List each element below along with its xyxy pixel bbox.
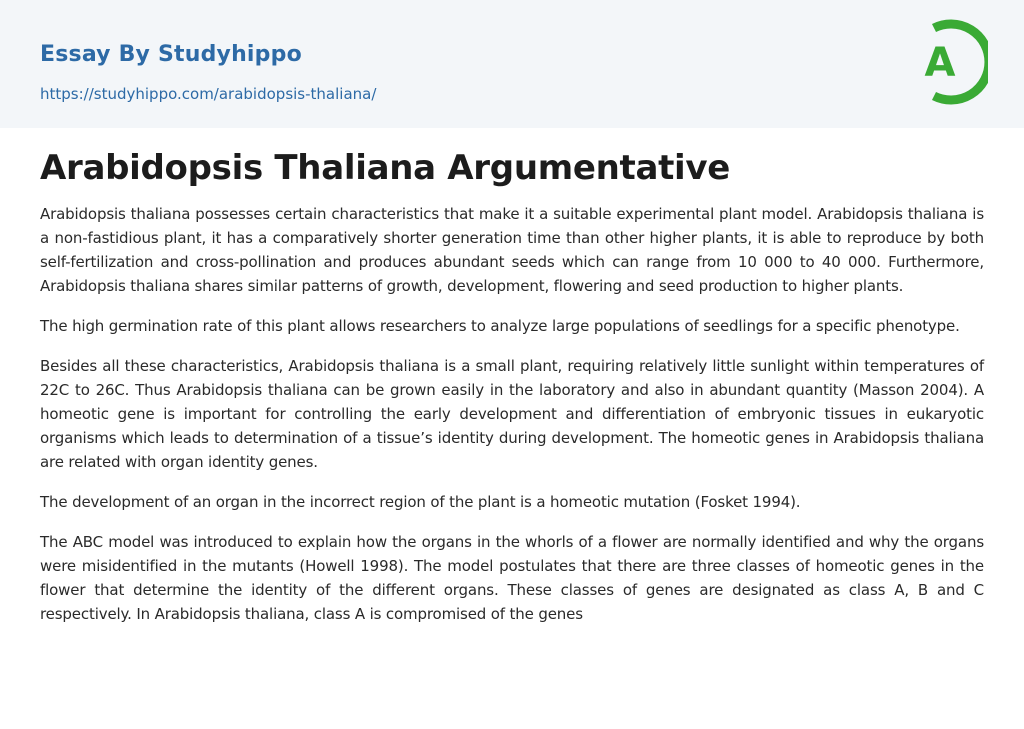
page-url-link[interactable]: https://studyhippo.com/arabidopsis-thaliana/ xyxy=(40,85,377,103)
article-paragraph-4: The development of an organ in the incorrect region of the plant is a homeotic mutation (Fosket 1994). xyxy=(40,493,801,511)
article xyxy=(40,144,984,642)
logo-letter: A xyxy=(924,40,956,86)
article-paragraph-1: Arabidopsis thaliana possesses certain characteristics that make it a suitable experimental plant model. Arabidopsis thaliana is a non-fastidious plant, it has a comparatively shorter generation time than other higher plants, it is able to reproduce by both self-fertilization and cross-pollination and produces abundant seeds which can range from 10 000 to 40 000. Furthermore, Arabidopsis thaliana shares similar patterns of growth, development, flowering and seed production to higher plants. xyxy=(40,205,984,295)
site-title[interactable]: Essay By Studyhippo xyxy=(40,42,302,67)
studyhippo-a-logo-icon[interactable] xyxy=(908,18,988,106)
site-header xyxy=(0,0,1024,128)
article-paragraph-5: The ABC model was introduced to explain how the organs in the whorls of a flower are normally identified and why the organs were misidentified in the mutants (Howell 1998). The model postulates that there are three classes of homeotic genes in the flower that determine the identity of the different organs. These classes of genes are designated as class A, B and C respectively. In Arabidopsis thaliana, class A is compromised of the genes xyxy=(40,533,984,623)
article-paragraph-3: Besides all these characteristics, Arabidopsis thaliana is a small plant, requiring relatively little sunlight within temperatures of 22C to 26C. Thus Arabidopsis thaliana can be grown easily in the laboratory and also in abundant quantity (Masson 2004). A homeotic gene is important for controlling the early development and differentiation of embryonic tissues in eukaryotic organisms which leads to determination of a tissue’s identity during development. The homeotic genes in Arabidopsis thaliana are related with organ identity genes. xyxy=(40,357,984,471)
page-title: Arabidopsis Thaliana Argumentative xyxy=(40,148,731,188)
article-paragraph-2: The high germination rate of this plant allows researchers to analyze large populations of seedlings for a specific phenotype. xyxy=(40,317,960,335)
